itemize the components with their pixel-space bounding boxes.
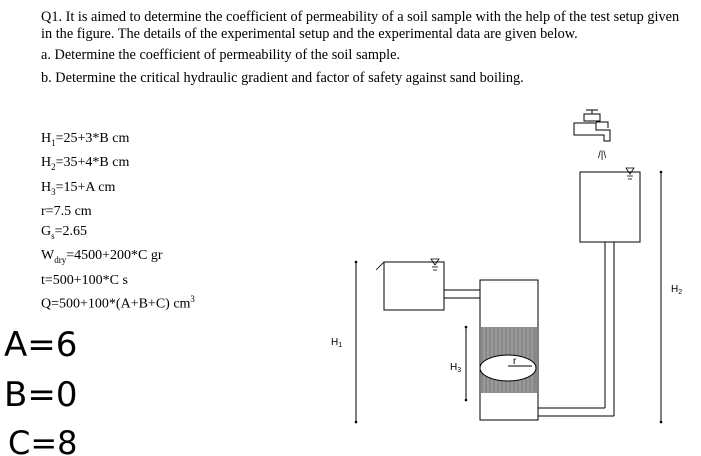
handwritten-b: B=0 <box>4 375 78 415</box>
given-subscript: dry <box>54 254 67 265</box>
radius-label: r <box>513 356 517 367</box>
overflow-pipe <box>444 290 480 298</box>
given-symbol: H <box>41 179 52 195</box>
dimension-h3 <box>465 326 468 402</box>
given-value: =15+A cm <box>55 179 116 195</box>
lower-reservoir <box>384 262 444 310</box>
given-symbol: H <box>41 131 52 146</box>
given-value: =4500+200*C gr <box>66 248 163 264</box>
given-symbol: Q <box>41 296 52 312</box>
given-subscript: 1 <box>51 137 56 148</box>
lower-reservoir-edge <box>376 262 384 270</box>
label-h1: $H_1$ <box>331 337 343 349</box>
sample-cross-section <box>480 355 536 381</box>
dimension-h2 <box>660 171 663 424</box>
question-intro: Q1. It is aimed to determine the coefficient of permeability of a soil sample with the help of the test setup given in the figure. The details of the experimental setup and the experimental data are given below. <box>41 9 680 42</box>
given-subscript: 2 <box>51 162 56 173</box>
given-symbol: G <box>41 223 52 239</box>
given-symbol: W <box>41 248 55 264</box>
given-subscript: 3 <box>51 186 56 197</box>
given-value: =500+100*C s <box>44 272 128 288</box>
given-value: =2.65 <box>54 223 88 239</box>
water-faucet-icon <box>574 110 610 141</box>
supply-pipe <box>538 242 614 416</box>
given-symbol: t <box>41 272 45 288</box>
handwritten-c: C=8 <box>8 424 78 456</box>
question-part-a: a. Determine the coefficient of permeability of the soil sample. <box>41 47 401 63</box>
label-h2: $H_2$ <box>671 284 683 296</box>
given-subscript: s <box>51 230 55 241</box>
label-h3: $H_3$ <box>450 362 462 374</box>
question-part-b: b. Determine the critical hydraulic gradient and factor of safety against sand boiling. <box>41 70 524 86</box>
dimension-h1 <box>355 261 358 424</box>
given-superscript: 3 <box>190 294 195 305</box>
water-flow-marks: /|\ <box>598 150 607 161</box>
given-value: =500+100*(A+B+C) cm <box>51 296 191 312</box>
given-value: =25+3*B cm <box>55 131 130 146</box>
upper-reservoir <box>580 172 640 242</box>
given-symbol: H <box>41 155 52 171</box>
given-symbol: r <box>41 204 46 220</box>
given-value: =7.5 cm <box>45 204 92 220</box>
given-value: =35+4*B cm <box>55 155 130 171</box>
handwritten-a: A=6 <box>4 325 78 365</box>
